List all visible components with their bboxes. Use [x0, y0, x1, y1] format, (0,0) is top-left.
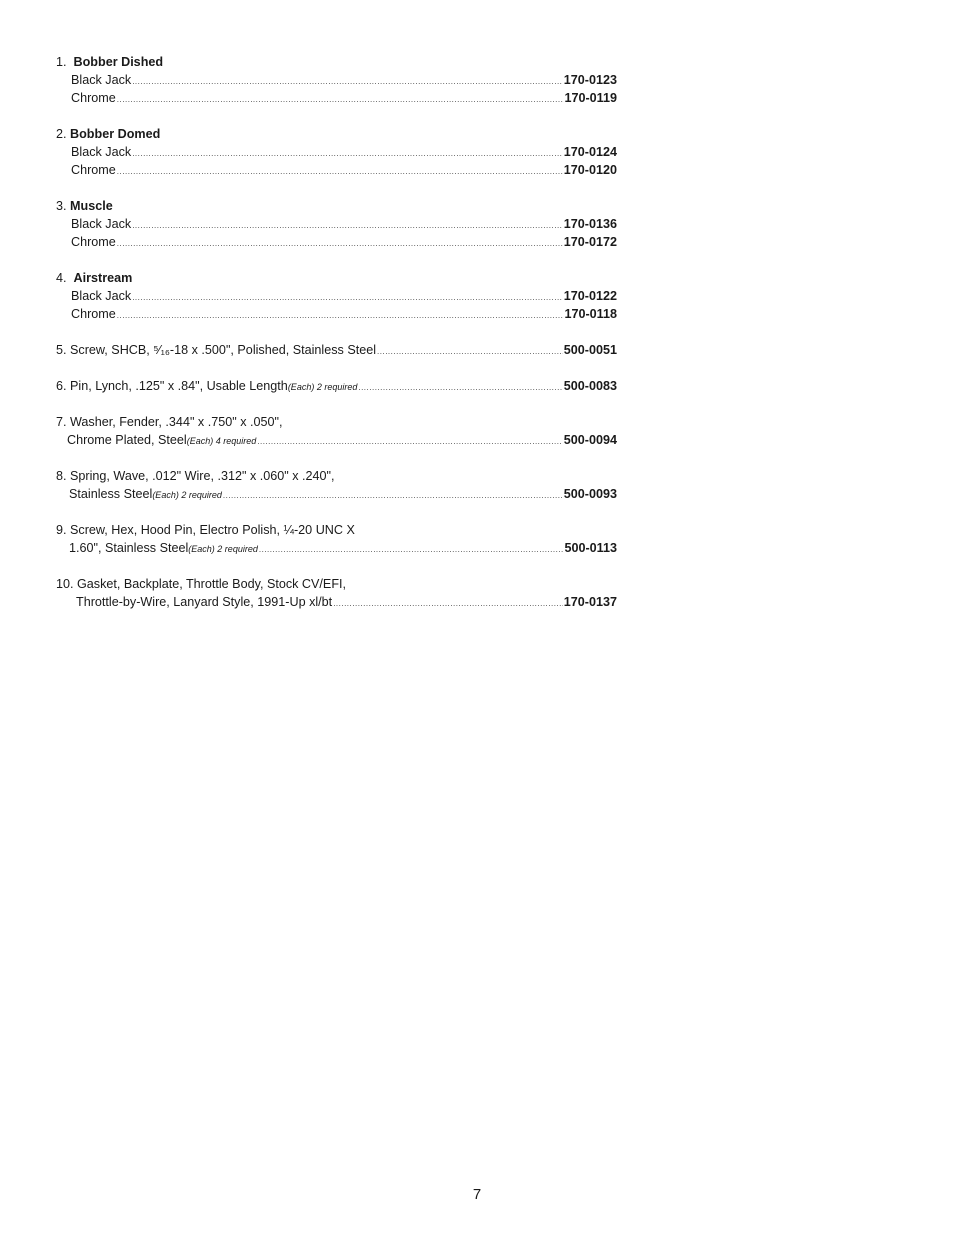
part-row	[56, 539, 617, 557]
part-description: 6. Pin, Lynch, .125" x .84", Usable Length	[56, 379, 288, 393]
part-number: 500-0094	[563, 433, 617, 447]
part-item	[56, 341, 617, 359]
group-number: 4.	[56, 271, 67, 285]
part-row	[56, 287, 617, 305]
quantity-note: (Each) 4 required	[186, 436, 257, 446]
part-number: 500-0051	[563, 343, 617, 357]
part-description: 8. Spring, Wave, .012" Wire, .312" x .060" x .240",	[56, 469, 335, 483]
dot-leader	[358, 379, 562, 397]
quantity-note: (Each) 2 required	[152, 490, 222, 500]
dot-leader	[259, 541, 564, 559]
part-description: 9. Screw, Hex, Hood Pin, Electro Polish, ¼-20 UNC X	[56, 523, 355, 537]
part-finish: Chrome	[71, 91, 116, 105]
part-finish: Black Jack	[71, 73, 132, 87]
dot-leader	[117, 307, 564, 325]
part-number: 170-0172	[563, 235, 617, 249]
group-heading	[56, 53, 617, 71]
part-finish: Chrome	[71, 307, 116, 321]
parts-list	[56, 53, 617, 629]
part-description-cont: 1.60", Stainless Steel	[69, 541, 189, 555]
part-item	[56, 575, 617, 611]
part-row	[56, 89, 617, 107]
group-heading	[56, 125, 617, 143]
dot-leader	[117, 235, 563, 253]
part-number: 500-0113	[564, 541, 617, 555]
part-group	[56, 197, 617, 251]
part-number: 170-0119	[564, 91, 617, 105]
part-row	[56, 341, 617, 359]
dot-leader	[132, 217, 563, 235]
part-row	[56, 377, 617, 395]
quantity-note: (Each) 2 required	[287, 382, 358, 392]
group-number: 1.	[56, 55, 67, 69]
part-description: 7. Washer, Fender, .344" x .750" x .050",	[56, 415, 283, 429]
part-row	[56, 431, 617, 449]
group-number: 2.	[56, 127, 67, 141]
part-finish: Black Jack	[71, 289, 132, 303]
quantity-note: (Each) 2 required	[188, 544, 258, 554]
group-title: Muscle	[70, 199, 113, 213]
group-title: Bobber Domed	[70, 127, 161, 141]
part-row	[56, 305, 617, 323]
part-number: 170-0137	[563, 595, 617, 609]
part-finish: Black Jack	[71, 145, 132, 159]
part-item	[56, 521, 617, 557]
part-description-cont: Stainless Steel	[69, 487, 153, 501]
part-description: 10. Gasket, Backplate, Throttle Body, Stock CV/EFI,	[56, 577, 347, 591]
part-finish: Chrome	[71, 163, 116, 177]
part-row	[56, 161, 617, 179]
group-title: Bobber Dished	[73, 55, 164, 69]
part-item	[56, 413, 617, 449]
part-item	[56, 377, 617, 395]
group-title: Airstream	[73, 271, 133, 285]
part-number: 170-0124	[563, 145, 617, 159]
group-heading	[56, 197, 617, 215]
group-heading	[56, 269, 617, 287]
dot-leader	[117, 163, 563, 181]
part-row	[56, 485, 617, 503]
dot-leader	[132, 289, 563, 307]
dot-leader	[132, 73, 563, 91]
part-row	[56, 71, 617, 89]
part-number: 170-0123	[563, 73, 617, 87]
part-row	[56, 215, 617, 233]
part-number: 500-0083	[563, 379, 617, 393]
part-group	[56, 125, 617, 179]
part-finish: Black Jack	[71, 217, 132, 231]
part-group	[56, 269, 617, 323]
part-description-line	[56, 467, 617, 485]
part-description: 5. Screw, SHCB, ⁵⁄₁₆-18 x .500", Polished, Stainless Steel	[56, 343, 377, 357]
part-finish: Chrome	[71, 235, 116, 249]
part-number: 170-0120	[563, 163, 617, 177]
part-number: 170-0122	[563, 289, 617, 303]
part-description-line	[56, 521, 617, 539]
part-number: 500-0093	[563, 487, 617, 501]
part-description-line	[56, 575, 617, 593]
part-row	[56, 593, 617, 611]
part-item	[56, 467, 617, 503]
dot-leader	[377, 343, 563, 361]
part-description-line	[56, 413, 617, 431]
part-row	[56, 143, 617, 161]
page-number: 7	[472, 1186, 482, 1203]
part-description-cont: Chrome Plated, Steel	[67, 433, 187, 447]
part-group	[56, 53, 617, 107]
part-row	[56, 233, 617, 251]
dot-leader	[223, 487, 563, 505]
dot-leader	[333, 595, 563, 613]
group-number: 3.	[56, 199, 67, 213]
part-description-cont: Throttle-by-Wire, Lanyard Style, 1991-Up xl/bt	[76, 595, 333, 609]
part-number: 170-0136	[563, 217, 617, 231]
dot-leader	[117, 91, 564, 109]
dot-leader	[257, 433, 563, 451]
dot-leader	[132, 145, 563, 163]
part-number: 170-0118	[564, 307, 617, 321]
